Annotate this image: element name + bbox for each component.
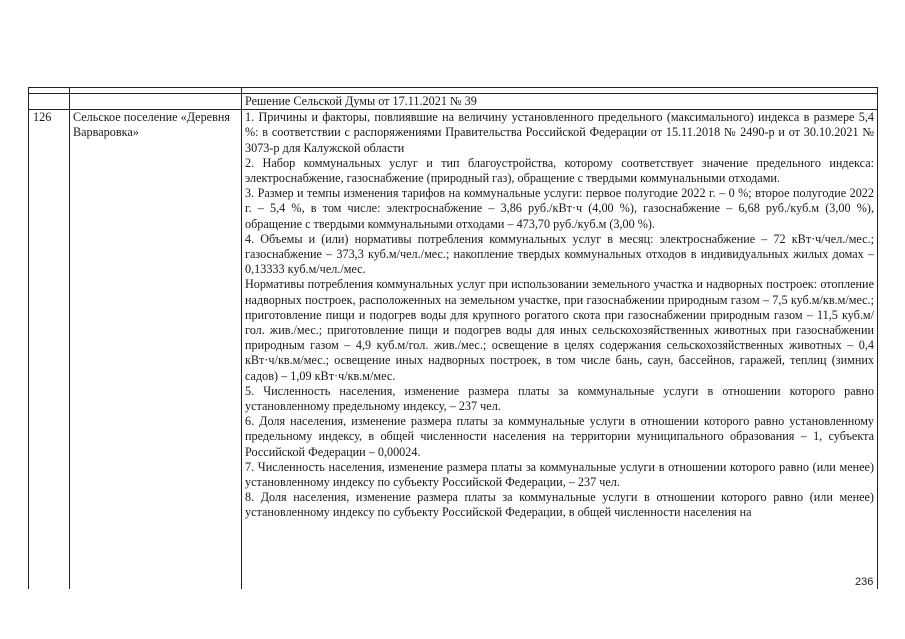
table-header-row xyxy=(29,94,878,110)
decision-reference: Решение Сельской Думы от 17.11.2021 № 39 xyxy=(242,94,878,110)
decision-table xyxy=(28,87,878,589)
settlement-name: Сельское поселение «Деревня Варваровка» xyxy=(70,110,242,590)
blank-cell xyxy=(70,94,242,110)
table-row xyxy=(29,110,878,590)
paragraph-norms: Нормативы потребления коммунальных услуг при использовании земельного участка и надворных построек: отопление надворных построек, расположенных на земельном участке, при газоснабжении природным газом – 7,5 куб.м/кв.м/мес.; приготовление пищи и подогрев воды для крупного рогатого скота при газоснабжении природным газом – 11,5 куб.м/гол. жив./мес.; приготовление пищи и подогрев воды для иных сельскохозяйственных животных при газоснабжении природным газом – 4,9 куб.м/гол. жив./мес.; освещение в целях содержания сельскохозяйственных животных – 0,4 кВт·ч/кв.м/мес.; освещение иных надворных построек, в том числе бань, саун, бассейнов, гаражей, теплиц (зимних садов) – 1,09 кВт·ч/кв.м/мес. xyxy=(245,277,874,383)
blank-cell xyxy=(29,94,70,110)
row-content xyxy=(242,110,878,590)
paragraph-6: 6. Доля населения, изменение размера платы за коммунальные услуги в отношении которого равно установленному предельному индексу, в общей численности населения на территории муниципального образования – 1, субъекта Российской Федерации – 0,00024. xyxy=(245,414,874,459)
paragraph-7: 7. Численность населения, изменение размера платы за коммунальные услуги в отношении которого равно (или менее) установленному индексу по субъекту Российской Федерации, – 237 чел. xyxy=(245,459,874,490)
page-number: 236 xyxy=(855,576,874,588)
row-number: 126 xyxy=(29,110,70,590)
paragraph-5: 5. Численность населения, изменение размера платы за коммунальные услуги в отношении которого равно установленному предельному индексу, – 237 чел. xyxy=(245,383,874,414)
paragraph-3: 3. Размер и темпы изменения тарифов на коммунальные услуги: первое полугодие 2022 г. – 0 %; второе полугодие 2022 г. – 5,4 %, в том числе: электроснабжение – 3,86 руб./кВт·ч (4,00 %), газоснабжение – 6,68 руб./куб.м (3,00 %), обращение с твердыми коммунальными отходами – 473,70 руб./куб.м (3,00 %). xyxy=(245,186,874,231)
paragraph-4: 4. Объемы и (или) нормативы потребления коммунальных услуг в месяц: электроснабжение – 72 кВт·ч/чел./мес.; газоснабжение – 373,3 куб.м/чел./мес.; накопление твердых коммунальных отходов в индивидуальных жилых домах – 0,13333 куб.м/чел./мес. xyxy=(245,231,874,277)
paragraph-1: 1. Причины и факторы, повлиявшие на величину установленного предельного (максимального) индекса в размере 5,4 %: в соответствии с распоряжениями Правительства Российской Федерации от 15.11.2018 № 2490-р и от 30.10.2021 № 3073-р для Калужской области xyxy=(245,110,874,155)
paragraph-8: 8. Доля населения, изменение размера платы за коммунальные услуги в отношении которого равно (или менее) установленному индексу по субъекту Российской Федерации, в общей численности населения на xyxy=(245,490,874,520)
paragraph-2: 2. Набор коммунальных услуг и тип благоустройства, которому соответствует значение предельного индекса: электроснабжение, газоснабжение (природный газ), обращение с твердыми коммунальными отходами. xyxy=(245,155,874,186)
